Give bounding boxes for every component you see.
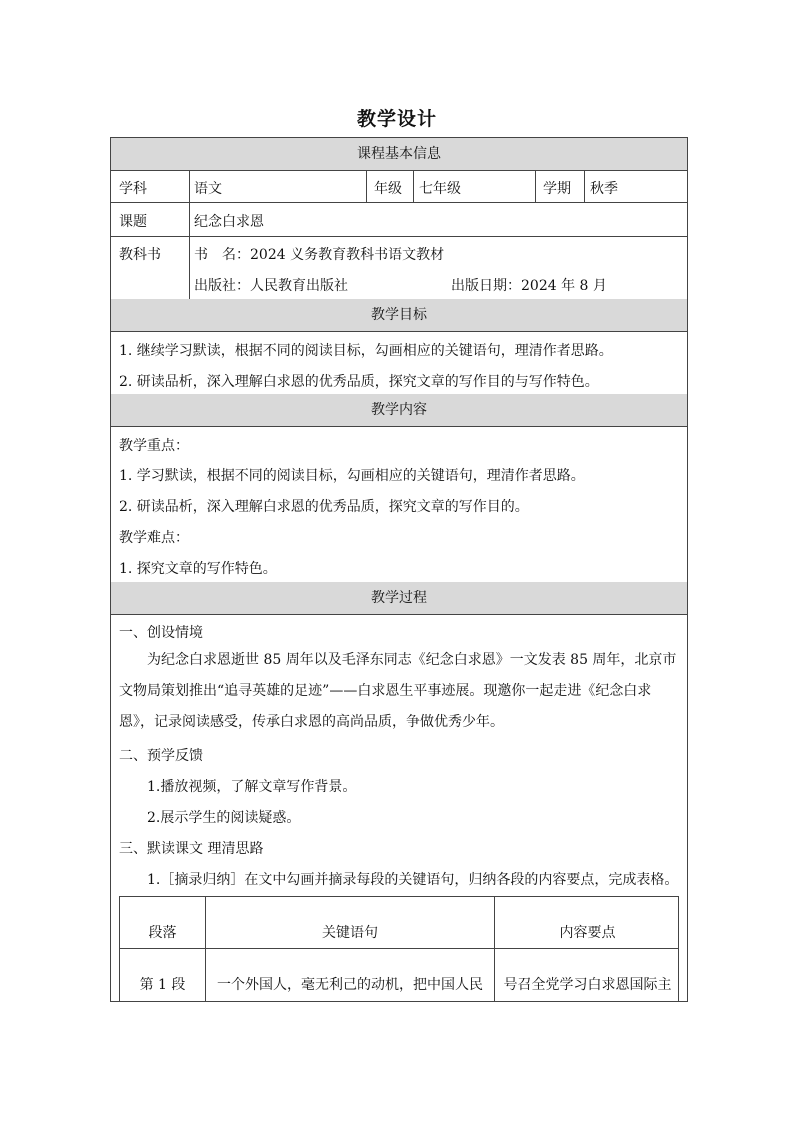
excerpt-table	[119, 896, 679, 1002]
step-3-title: 三、默读课文 理清思路	[119, 841, 264, 857]
section-header-process	[111, 582, 687, 614]
topic-value: 纪念白求恩	[194, 214, 264, 230]
section-title: 教学内容	[371, 402, 427, 418]
document-title: 教学设计	[356, 108, 437, 130]
section-header-objectives	[111, 299, 687, 331]
term-value: 秋季	[590, 181, 618, 197]
step-2-item: 1.播放视频，了解文章写作背景。	[147, 779, 357, 795]
lesson-plan-table	[110, 137, 688, 1002]
cell-content-point: 号召全党学习白求恩国际主	[503, 977, 672, 993]
header-key-sentences: 关键语句	[322, 925, 378, 941]
difficult-points-label: 教学难点：	[119, 530, 189, 546]
section-title: 课程基本信息	[357, 146, 441, 162]
objective-item: 2. 研读品析，深入理解白求恩的优秀品质，探究文章的写作目的与写作特色。	[119, 374, 599, 390]
step-1-paragraph: 为纪念白求恩逝世 85 周年以及毛泽东同志《纪念白求恩》一文发表 85 周年，北京市文物局策划推出“追寻英雄的足迹”——白求恩生平事迹展。现邀你一起走进《纪念白求恩》，记录阅读感受，传承白求恩的高尚品质，争做优秀少年。	[119, 652, 677, 730]
section-header-basic-info	[111, 138, 687, 170]
publisher: 出版社：人民教育出版社	[194, 278, 348, 294]
book-name: 书 名：2024 义务教育教科书语文教材	[194, 247, 445, 263]
subject-label: 学科	[119, 181, 147, 197]
publication-date: 出版日期：2024 年 8 月	[451, 278, 607, 294]
step-2-item: 2.展示学生的阅读疑惑。	[147, 810, 301, 826]
header-content-points: 内容要点	[559, 925, 616, 941]
key-point-item: 2. 研读品析，深入理解白求恩的优秀品质，探究文章的写作目的。	[119, 499, 529, 515]
term-label: 学期	[543, 181, 571, 197]
cell-paragraph: 第 1 段	[139, 977, 186, 993]
section-header-content	[111, 394, 687, 426]
key-point-item: 1. 学习默读，根据不同的阅读目标，勾画相应的关键语句，理清作者思路。	[119, 468, 585, 484]
difficult-point-item: 1. 探究文章的写作特色。	[119, 561, 277, 577]
header-paragraph: 段落	[148, 925, 177, 941]
grade-label: 年级	[374, 181, 402, 197]
section-title: 教学过程	[371, 590, 427, 606]
objective-item: 1. 继续学习默读，根据不同的阅读目标，勾画相应的关键语句，理清作者思路。	[119, 343, 613, 359]
section-title: 教学目标	[371, 307, 427, 323]
grade-value: 七年级	[419, 181, 461, 197]
textbook-label: 教科书	[119, 247, 161, 263]
key-points-label: 教学重点：	[119, 438, 189, 454]
subject-value: 语文	[194, 181, 222, 197]
step-3-item: 1.［摘录归纳］在文中勾画并摘录每段的关键语句，归纳各段的内容要点，完成表格。	[147, 872, 679, 888]
step-1-title: 一、创设情境	[119, 625, 203, 641]
cell-key-sentence: 一个外国人，毫无利己的动机，把中国人民	[217, 977, 483, 993]
step-2-title: 二、预学反馈	[119, 748, 203, 764]
topic-label: 课题	[119, 214, 147, 230]
